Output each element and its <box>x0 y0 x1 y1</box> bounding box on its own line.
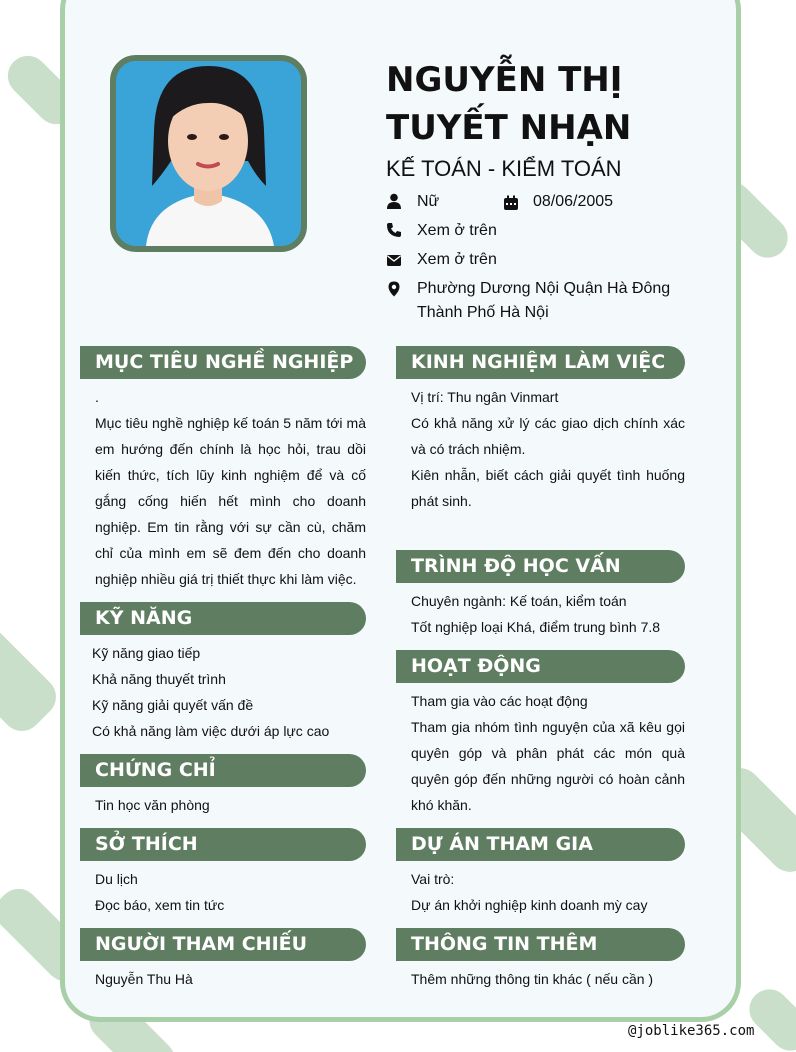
phone-icon <box>386 222 402 238</box>
activity-item: Tham gia vào các hoạt động <box>411 693 588 709</box>
more-info-text: Thêm những thông tin khác ( nếu cần ) <box>411 971 654 987</box>
section-header-objective: MỤC TIÊU NGHỀ NGHIỆP <box>80 346 366 379</box>
section-header-references: NGƯỜI THAM CHIẾU <box>80 928 366 961</box>
map-pin-icon <box>386 281 402 297</box>
experience-position: Vị trí: Thu ngân Vinmart <box>411 389 559 405</box>
activity-item: Tham gia nhóm tình nguyện của xã kêu gọi quyên góp và phân phát các món quà quyên góp đến những người có hoàn cảnh khó khăn. <box>411 719 685 813</box>
candidate-name: NGUYỄN THỊ TUYẾT NHẠN <box>386 60 632 148</box>
list-item: Nguyễn Thu Hà <box>95 971 193 987</box>
section-header-activities: HOẠT ĐỘNG <box>396 650 685 683</box>
gender-value: Nữ <box>417 193 440 210</box>
list-item: Khả năng thuyết trình <box>92 671 226 687</box>
list-item: Có khả năng làm việc dưới áp lực cao <box>92 723 330 739</box>
list-item: Kỹ năng giao tiếp <box>92 645 201 661</box>
section-header-education: TRÌNH ĐỘ HỌC VẤN <box>396 550 685 583</box>
dob-value: 08/06/2005 <box>533 193 614 210</box>
decor-stripe <box>0 591 64 739</box>
portrait-image <box>116 61 301 246</box>
section-header-certificates: CHỨNG CHỈ <box>80 754 366 787</box>
job-title: KẾ TOÁN - KIỂM TOÁN <box>386 156 622 181</box>
watermark: @joblike365.com <box>628 1023 755 1039</box>
user-icon <box>386 193 402 209</box>
list-item: Đọc báo, xem tin tức <box>95 897 225 913</box>
email-value: Xem ở trên <box>417 251 497 268</box>
section-header-experience: KINH NGHIỆM LÀM VIỆC <box>396 346 685 379</box>
experience-desc: Kiên nhẫn, biết cách giải quyết tình huống phát sinh. <box>411 467 685 509</box>
decor-stripe <box>741 981 796 1052</box>
phone-value: Xem ở trên <box>417 222 497 239</box>
education-grade: Tốt nghiệp loại Khá, điểm trung bình 7.8 <box>411 619 661 635</box>
project-desc: Dự án khởi nghiệp kinh doanh mỳ cay <box>411 897 648 913</box>
section-header-hobbies: SỞ THÍCH <box>80 828 366 861</box>
objective-dot: . <box>95 389 99 405</box>
section-header-projects: DỰ ÁN THAM GIA <box>396 828 685 861</box>
list-item: Du lịch <box>95 871 138 887</box>
list-item: Kỹ năng giải quyết vấn đề <box>92 697 254 713</box>
section-header-skills: KỸ NĂNG <box>80 602 366 635</box>
objective-text: Mục tiêu nghề nghiệp kế toán 5 năm tới mà em hướng đến chính là học hỏi, trau dồi kiến thức, tích lũy kinh nghiệm để và cố gắng cống hiến hết mình cho doanh nghiệp. Em tin rằng với sự cần cù, chăm chỉ của mình em sẽ đem đến cho doanh nghiệp nhiều giá trị thiết thực khi làm việc. <box>95 415 366 587</box>
address-value: Phường Dương Nội Quận Hà Đông Thành Phố Hà Nội <box>417 280 671 321</box>
list-item: Tin học văn phòng <box>95 797 210 813</box>
education-major: Chuyên ngành: Kế toán, kiểm toán <box>411 593 627 609</box>
experience-desc: Có khả năng xử lý các giao dịch chính xác và có trách nhiệm. <box>411 415 685 457</box>
profile-photo <box>110 55 307 252</box>
section-header-more-info: THÔNG TIN THÊM <box>396 928 685 961</box>
calendar-icon <box>503 195 519 211</box>
project-role: Vai trò: <box>411 871 455 887</box>
envelope-icon <box>386 252 402 268</box>
